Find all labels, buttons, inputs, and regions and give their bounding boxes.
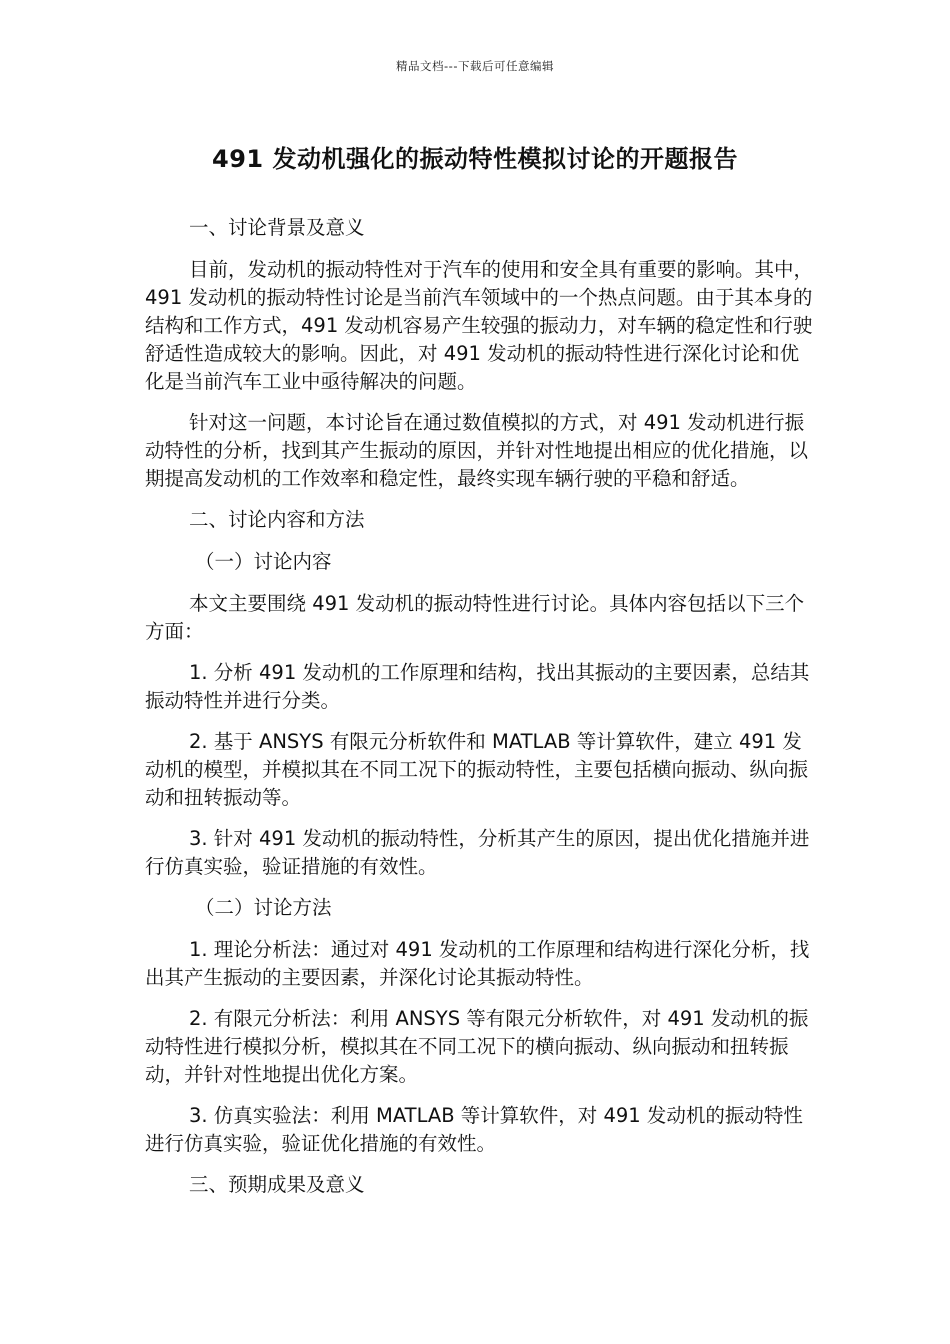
list-item-content-1: 1. 分析 491 发动机的工作原理和结构，找出其振动的主要因素，总结其振动特性并进行分类。	[145, 661, 810, 712]
section-heading-background: 一、讨论背景及意义	[189, 216, 365, 239]
list-item-method-3: 3. 仿真实验法：利用 MATLAB 等计算软件，对 491 发动机的振动特性进行仿真实验，验证优化措施的有效性。	[145, 1104, 803, 1155]
paragraph-background-2: 针对这一问题，本讨论旨在通过数值模拟的方式，对 491 发动机进行振动特性的分析，找到其产生振动的原因，并针对性地提出相应的优化措施，以期提高发动机的工作效率和稳定性，最终实现车辆行驶的平稳和舒适。	[145, 411, 809, 490]
document-title: 491 发动机强化的振动特性模拟讨论的开题报告	[212, 145, 738, 173]
list-item-method-2: 2. 有限元分析法：利用 ANSYS 等有限元分析软件，对 491 发动机的振动特性进行模拟分析，模拟其在不同工况下的横向振动、纵向振动和扭转振动，并针对性地提出优化方案。	[145, 1007, 809, 1086]
paragraph-content-intro: 本文主要围绕 491 发动机的振动特性进行讨论。具体内容包括以下三个方面：	[145, 592, 805, 643]
subsection-heading-content: （一）讨论内容	[195, 550, 332, 573]
section-heading-content-methods: 二、讨论内容和方法	[189, 508, 365, 531]
list-item-content-2: 2. 基于 ANSYS 有限元分析软件和 MATLAB 等计算软件，建立 491 发动机的模型，并模拟其在不同工况下的振动特性，主要包括横向振动、纵向振动和扭转振动等。	[145, 730, 809, 809]
subsection-heading-methods: （二）讨论方法	[195, 896, 332, 919]
section-heading-expected-results: 三、预期成果及意义	[189, 1173, 365, 1196]
list-item-method-1: 1. 理论分析法：通过对 491 发动机的工作原理和结构进行深化分析，找出其产生振动的主要因素，并深化讨论其振动特性。	[145, 938, 810, 989]
document-body	[145, 214, 813, 1213]
page-header-watermark: 精品文档---下载后可任意编辑	[396, 59, 554, 73]
list-item-content-3: 3. 针对 491 发动机的振动特性，分析其产生的原因，提出优化措施并进行仿真实验，验证措施的有效性。	[145, 827, 810, 878]
paragraph-background-1: 目前，发动机的振动特性对于汽车的使用和安全具有重要的影响。其中，491 发动机的振动特性讨论是当前汽车领域中的一个热点问题。由于其本身的结构和工作方式，491 发动机容易产生较强的振动力，对车辆的稳定性和行驶舒适性造成较大的影响。因此，对 491 发动机的振动特性进行深化讨论和优化是当前汽车工业中亟待解决的问题。	[145, 258, 814, 393]
